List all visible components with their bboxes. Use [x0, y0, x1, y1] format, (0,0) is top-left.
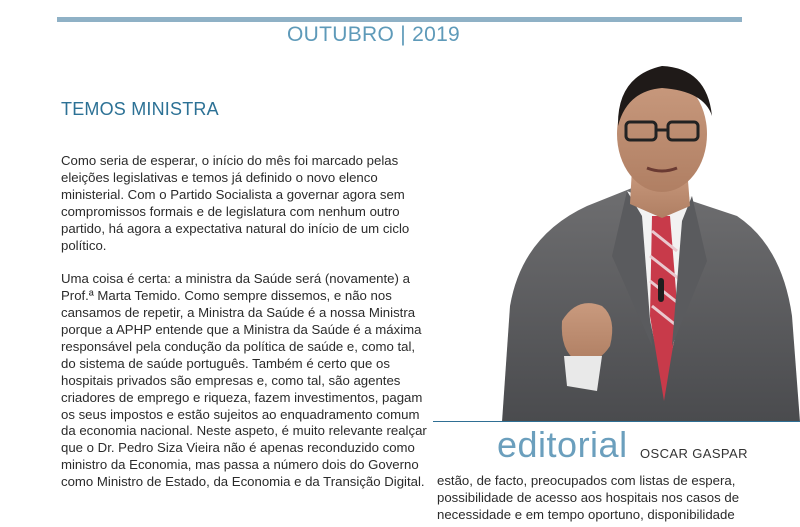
- article-body-right: estão, de facto, preocupados com listas de espera, possibilidade de acesso aos hospitais nos casos de necessidade e em tempo oportuno, disponibilidade: [437, 473, 740, 522]
- top-rule: [57, 17, 742, 22]
- divider-line: [433, 421, 800, 422]
- author-name: OSCAR GASPAR: [640, 446, 748, 461]
- section-label: editorial: [497, 424, 628, 465]
- article-title: TEMOS MINISTRA: [61, 99, 219, 119]
- issue-date: OUTUBRO | 2019: [287, 23, 461, 46]
- paragraph-1: Como seria de esperar, o início do mês foi marcado pelas eleições legislativas e temos já definido o novo elenco ministerial. Com o Partido Socialista a governar agora sem compromissos formais e de legislatura com nenhum outro partido, há agora a expectativa natural do início de um ciclo político.: [61, 153, 410, 253]
- article-body-left: [61, 153, 433, 508]
- paragraph-2: Uma coisa é certa: a ministra da Saúde será (novamente) a Prof.ª Marta Temido. Como sempre dissemos, e não nos cansamos de repetir, a Ministra da Saúde é a nossa Ministra porque a APHP entende que a Ministra da Saúde é a máxima responsável pela condução da política de saúde e, como tal, do sistema de saúde português. Também é certo que os hospitais privados são empresas e, como tal, são agentes criadores de emprego e riqueza, fazem investimentos, pagam os seus impostos e estão sujeitos ao enquadramento comum da economia nacional. Neste aspeto, é muito relevante realçar que o Dr. Pedro Siza Vieira não é apenas reconduzido como ministro da Economia, mas passa a número dois do Governo como Ministro de Estado, da Economia e da Transição Digital.: [61, 271, 427, 490]
- author-photo: [492, 56, 800, 422]
